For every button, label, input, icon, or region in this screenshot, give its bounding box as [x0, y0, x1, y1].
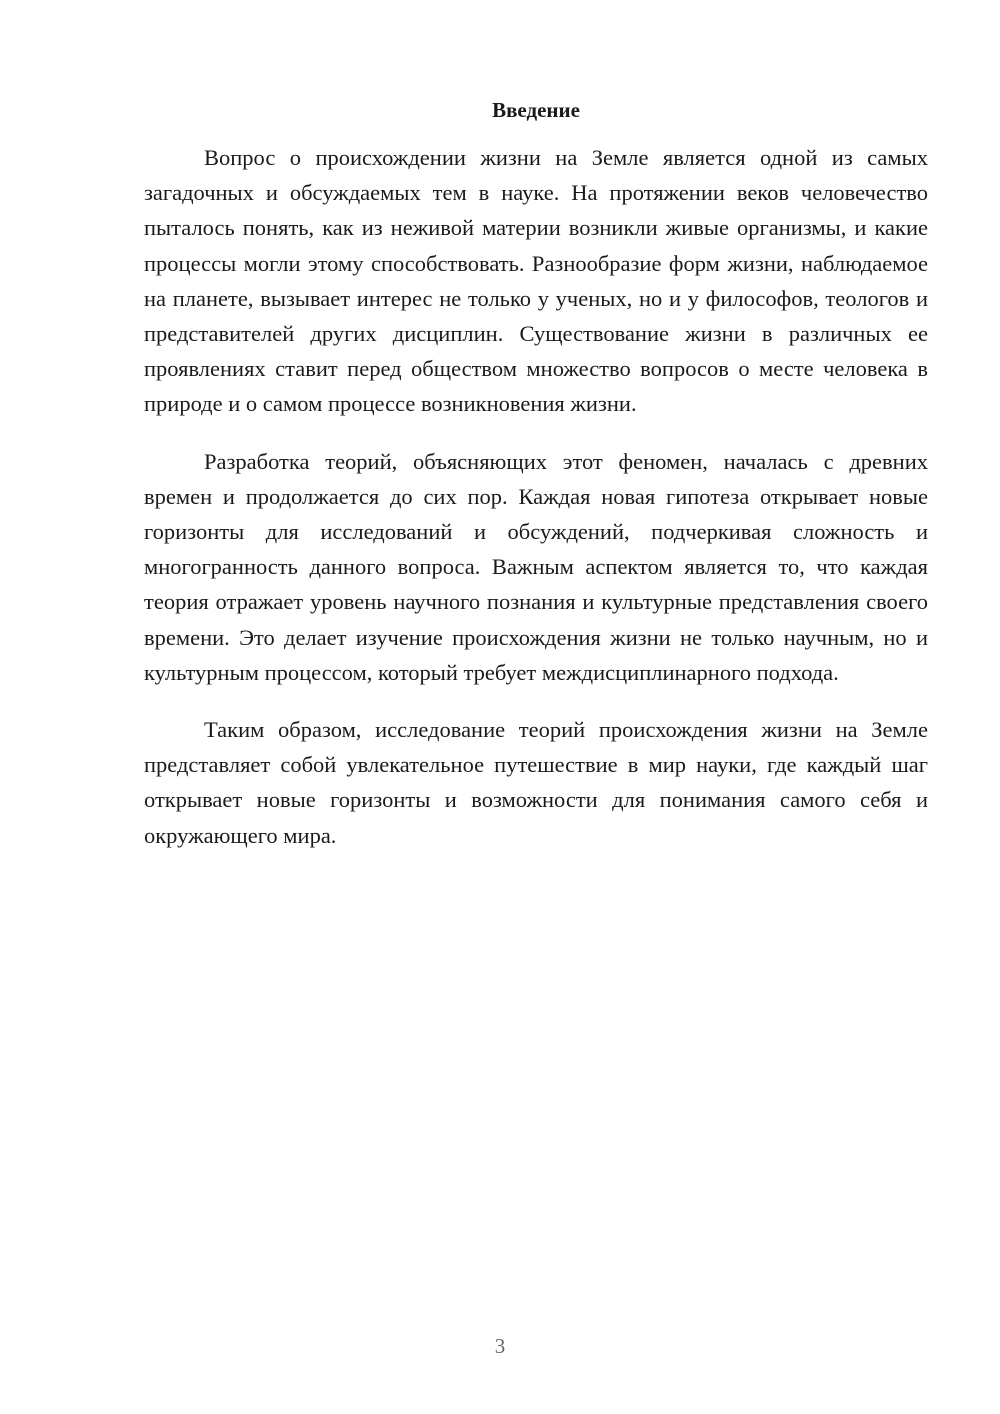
page-content: [144, 96, 928, 875]
page-number: 3: [494, 1334, 506, 1358]
paragraph-3: Таким образом, исследование теорий происхождения жизни на Земле представляет собой увлекательное путешествие в мир науки, где каждый шаг открывает новые горизонты и возможности для понимания самого себя и окружающего мира.: [144, 717, 928, 848]
paragraph-2: Разработка теорий, объясняющих этот феномен, началась с древних времен и продолжается до сих пор. Каждая новая гипотеза открывает новые горизонты для исследований и обсуждений, подчеркивая сложность и многогранность данного вопроса. Важным аспектом является то, что каждая теория отражает уровень научного познания и культурные представления своего времени. Это делает изучение происхождения жизни не только научным, но и культурным процессом, который требует междисциплинарного подхода.: [144, 448, 928, 685]
section-title: Введение: [492, 98, 580, 122]
paragraph-1: Вопрос о происхождении жизни на Земле является одной из самых загадочных и обсуждаемых тем в науке. На протяжении веков человечество пыталось понять, как из неживой материи возникли живые организмы, и какие процессы могли этому способствовать. Разнообразие форм жизни, наблюдаемое на планете, вызывает интерес не только у ученых, но и у философов, теологов и представителей других дисциплин. Существование жизни в различных ее проявлениях ставит перед обществом множество вопросов о месте человека в природе и о самом процессе возникновения жизни.: [144, 145, 928, 417]
